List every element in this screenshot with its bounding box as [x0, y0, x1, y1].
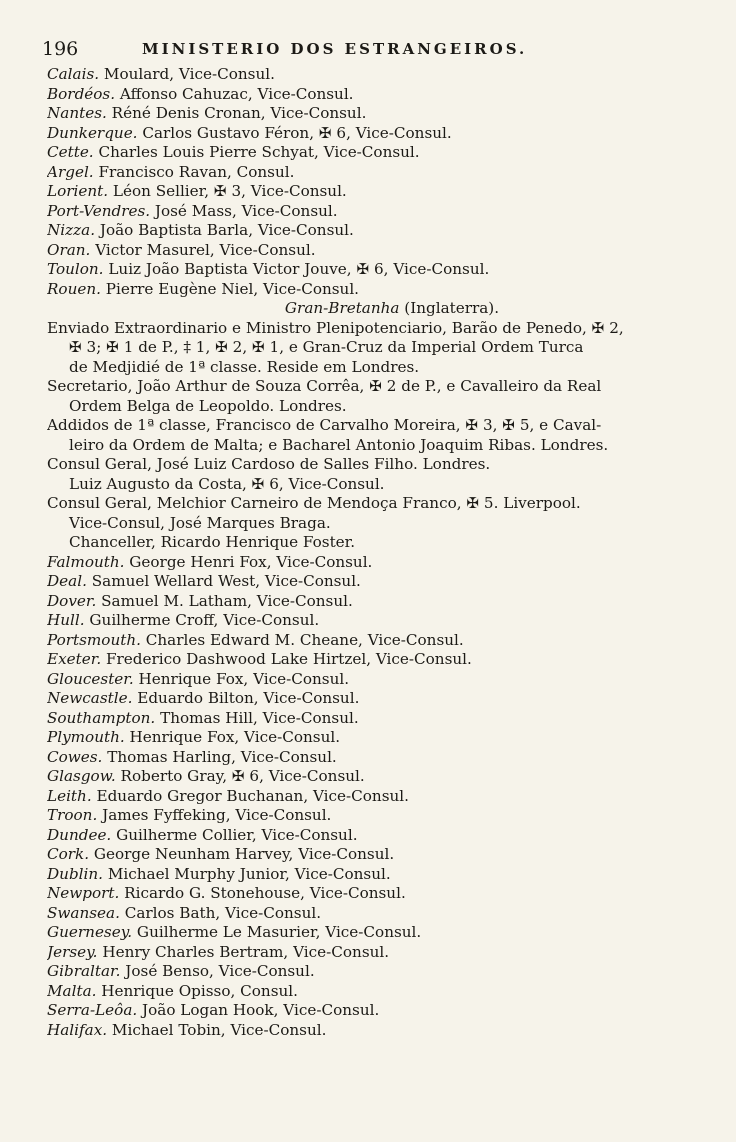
entry-text: Ordem Belga de Leopoldo. Londres.: [69, 396, 347, 415]
consul-entry: [47, 143, 697, 163]
entry-text: de Medjidié de 1ª classe. Reside em Londres.: [69, 357, 420, 376]
entry-text: Henry Charles Bertram, Vice-Consul.: [97, 942, 390, 961]
consul-entry: [47, 631, 697, 651]
place-name: Cork.: [47, 845, 90, 863]
consul-entry: [47, 553, 697, 573]
place-name: Nizza.: [47, 221, 96, 239]
text-line: [47, 494, 697, 514]
consul-entry: [47, 182, 697, 202]
consul-entry: [47, 280, 697, 300]
entry-text: (Inglaterra).: [399, 299, 500, 317]
text-line: [47, 319, 697, 339]
place-name: Troon.: [47, 806, 98, 824]
consul-entry: [47, 904, 697, 924]
consul-entry: [47, 1001, 697, 1021]
entry-text: Henrique Opisso, Consul.: [96, 981, 298, 1000]
place-name: Newcastle.: [47, 689, 133, 707]
entry-text: Henrique Fox, Vice-Consul.: [124, 728, 341, 746]
place-name: Dundee.: [47, 825, 112, 844]
consul-entry: [47, 124, 697, 144]
consul-entry: [47, 650, 697, 670]
text-line: [47, 377, 697, 397]
entry-text: João Baptista Barla, Vice-Consul.: [95, 221, 354, 239]
text-line: [47, 514, 697, 534]
text-line: [47, 455, 697, 475]
entry-text: Moulard, Vice-Consul.: [99, 65, 275, 83]
place-name: Leith.: [47, 786, 92, 805]
consul-entry: [47, 923, 697, 943]
entry-text: Affonso Cahuzac, Vice-Consul.: [115, 84, 354, 103]
entry-text: Francisco Ravan, Consul.: [93, 162, 295, 181]
entry-text: Thomas Hill, Vice-Consul.: [155, 708, 359, 727]
entry-text: Roberto Gray, ✠ 6, Vice-Consul.: [115, 767, 365, 785]
country-name: Gran-Bretanha: [284, 299, 400, 317]
entry-text: Enviado Extraordinario e Ministro Plenipotenciario, Barão de Penedo, ✠ 2,: [47, 318, 624, 337]
text-line: [47, 533, 697, 553]
consul-entry: [47, 787, 697, 807]
place-name: Falmouth.: [47, 552, 125, 571]
entry-text: Charles Louis Pierre Schyat, Vice-Consul.: [93, 143, 420, 161]
entry-text: José Benso, Vice-Consul.: [120, 962, 315, 980]
entry-text: leiro da Ordem de Malta; e Bacharel Antonio Joaquim Ribas. Londres.: [69, 435, 609, 454]
place-name: Exeter.: [47, 650, 102, 668]
consul-entry: [47, 845, 697, 865]
entry-text: Frederico Dashwood Lake Hirtzel, Vice-Consul.: [101, 650, 472, 668]
text-line: [47, 475, 697, 495]
consul-entry: [47, 104, 697, 124]
consul-entry: [47, 85, 697, 105]
entry-text: Guilherme Croff, Vice-Consul.: [84, 611, 320, 629]
consul-entry: [47, 65, 697, 85]
place-name: Dublin.: [47, 864, 104, 883]
place-name: Cette.: [47, 143, 94, 161]
entry-text: Consul Geral, Melchior Carneiro de Mendoça Franco, ✠ 5. Liverpool.: [47, 494, 581, 512]
entry-text: James Fyffeking, Vice-Consul.: [97, 806, 332, 824]
consul-entry: [47, 767, 697, 787]
entry-text: Réné Denis Cronan, Vice-Consul.: [106, 104, 367, 122]
place-name: Swansea.: [47, 903, 120, 922]
entry-text: Henrique Fox, Vice-Consul.: [133, 669, 350, 688]
entry-text: Carlos Bath, Vice-Consul.: [119, 903, 322, 922]
place-name: Oran.: [47, 240, 91, 259]
entry-text: Ricardo G. Stonehouse, Vice-Consul.: [119, 884, 406, 902]
consul-entry: [47, 826, 697, 846]
entry-text: Michael Tobin, Vice-Consul.: [107, 1020, 327, 1039]
entry-text: Eduardo Bilton, Vice-Consul.: [132, 689, 360, 707]
entry-text: Pierre Eugène Niel, Vice-Consul.: [100, 279, 360, 298]
place-name: Dover.: [47, 591, 97, 610]
consul-entry: [47, 572, 697, 592]
consul-entry: [47, 611, 697, 631]
consul-entry: [47, 670, 697, 690]
place-name: Gloucester.: [47, 669, 134, 688]
entry-text: Charles Edward M. Cheane, Vice-Consul.: [140, 630, 464, 649]
entry-text: Samuel Wellard West, Vice-Consul.: [86, 572, 361, 590]
page-header: [40, 38, 690, 60]
entry-text: Eduardo Gregor Buchanan, Vice-Consul.: [91, 786, 409, 805]
entry-text: Secretario, João Arthur de Souza Corrêa, ✠ 2 de P., e Cavalleiro da Real: [47, 377, 602, 395]
page-number: 196: [42, 38, 79, 60]
consul-entry: [47, 241, 697, 261]
consul-entry: [47, 1021, 697, 1041]
place-name: Hull.: [47, 611, 85, 629]
entry-text: George Henri Fox, Vice-Consul.: [124, 552, 373, 571]
entry-text: Carlos Gustavo Féron, ✠ 6, Vice-Consul.: [137, 123, 452, 142]
entry-text: João Logan Hook, Vice-Consul.: [137, 1001, 380, 1019]
consul-entry: [47, 982, 697, 1002]
entry-text: Luiz João Baptista Victor Jouve, ✠ 6, Vice-Consul.: [103, 260, 490, 278]
entry-text: Guilherme Collier, Vice-Consul.: [111, 825, 358, 844]
place-name: Newport.: [47, 884, 120, 902]
place-name: Portsmouth.: [47, 630, 141, 649]
text-line: [47, 358, 697, 378]
consul-entry: [47, 748, 697, 768]
entry-text: ✠ 3; ✠ 1 de P., ‡ 1, ✠ 2, ✠ 1, e Gran-Cruz da Imperial Ordem Turca: [69, 338, 584, 356]
place-name: Port-Vendres.: [47, 201, 151, 220]
consul-entry: [47, 689, 697, 709]
consul-entry: [47, 728, 697, 748]
entry-text: Thomas Harling, Vice-Consul.: [102, 747, 337, 766]
entry-text: Consul Geral, José Luiz Cardoso de Salles Filho. Londres.: [47, 455, 491, 473]
entry-text: José Mass, Vice-Consul.: [150, 201, 338, 220]
consul-entry: [47, 884, 697, 904]
consul-entry: [47, 865, 697, 885]
place-name: Southampton.: [47, 708, 156, 727]
entry-text: George Neunham Harvey, Vice-Consul.: [89, 845, 395, 863]
text-line: [47, 338, 697, 358]
place-name: Calais.: [47, 65, 100, 83]
place-name: Malta.: [47, 981, 97, 1000]
text-line: [47, 397, 697, 417]
text-line: [47, 436, 697, 456]
place-name: Argel.: [47, 162, 94, 181]
entry-text: Léon Sellier, ✠ 3, Vice-Consul.: [108, 182, 347, 200]
place-name: Rouen.: [47, 279, 101, 298]
section-heading: [47, 299, 697, 319]
place-name: Halifax.: [47, 1020, 108, 1039]
place-name: Glasgow.: [47, 767, 116, 785]
entry-text: Michael Murphy Junior, Vice-Consul.: [103, 864, 391, 883]
entry-text: Chanceller, Ricardo Henrique Foster.: [69, 533, 356, 551]
consul-entry: [47, 260, 697, 280]
entry-text: Luiz Augusto da Costa, ✠ 6, Vice-Consul.: [69, 474, 385, 493]
place-name: Jersey.: [47, 942, 98, 961]
consul-entry: [47, 163, 697, 183]
place-name: Dunkerque.: [47, 123, 138, 142]
place-name: Toulon.: [47, 260, 104, 278]
entry-text: Samuel M. Latham, Vice-Consul.: [96, 591, 353, 610]
text-line: [47, 416, 697, 436]
consul-entry: [47, 592, 697, 612]
consul-entry: [47, 943, 697, 963]
place-name: Serra-Leôa.: [47, 1001, 138, 1019]
entry-text: Guilherme Le Masurier, Vice-Consul.: [132, 923, 422, 941]
consul-entry: [47, 962, 697, 982]
place-name: Guernesey.: [47, 923, 133, 941]
place-name: Gibraltar.: [47, 962, 121, 980]
place-name: Deal.: [47, 572, 87, 590]
running-title: MINISTERIO DOS ESTRANGEIROS.: [142, 40, 528, 58]
entry-text: Addidos de 1ª classe, Francisco de Carvalho Moreira, ✠ 3, ✠ 5, e Caval-: [47, 416, 602, 434]
place-name: Cowes.: [47, 747, 103, 766]
consul-entry: [47, 709, 697, 729]
consul-list: [47, 65, 697, 1040]
consul-entry: [47, 202, 697, 222]
place-name: Plymouth.: [47, 728, 125, 746]
place-name: Nantes.: [47, 104, 107, 122]
place-name: Bordéos.: [47, 84, 116, 103]
entry-text: Victor Masurel, Vice-Consul.: [90, 240, 316, 259]
consul-entry: [47, 221, 697, 241]
consul-entry: [47, 806, 697, 826]
place-name: Lorient.: [47, 182, 109, 200]
entry-text: Vice-Consul, José Marques Braga.: [69, 513, 331, 532]
